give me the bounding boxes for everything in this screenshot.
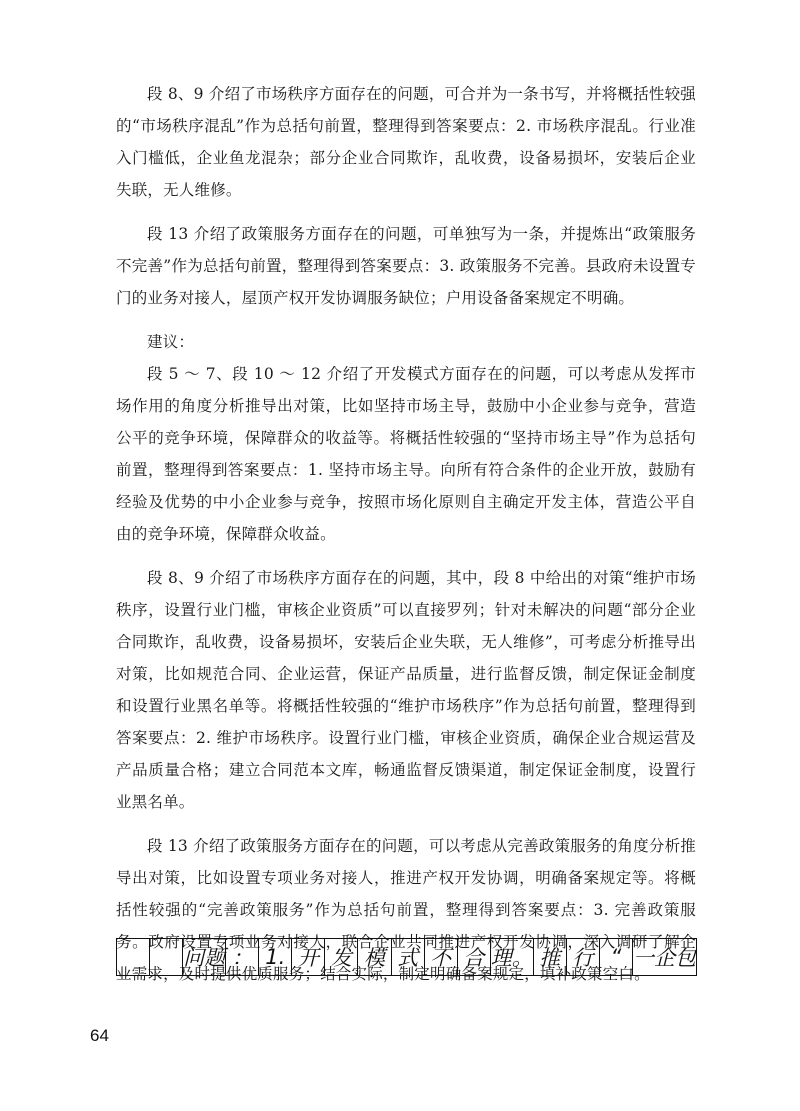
grid-cell: 1 . <box>259 939 292 975</box>
grid-cell: 合 <box>458 939 491 975</box>
paragraph-policy-service-suggestion: 段 13 介绍了政策服务方面存在的问题，可以考虑从完善政策服务的角度分析推导出对策，比如设置专项业务对接人，推进产权开发协调，明确备案规定等。将概括性较强的“完善政策服务”作为总括句前置，整理得到答案要点：3. 完善政策服务。政府设置专项业务对接人，联合企业共同推进产权开发协调，深入调研了解企业需求，及时提供优质服务；结合实际，制定明确备案规定，填补政策空白。 <box>116 837 696 983</box>
paragraph-market-order-problem: 段 8、9 介绍了市场秩序方面存在的问题，可合并为一条书写，并将概括性较强的“市场秩序混乱”作为总括句前置，整理得到答案要点：2. 市场秩序混乱。行业准入门槛低，企业鱼龙混杂；部分企业合同欺诈，乱收费，设备易损坏，安装后企业失联，无人维修。 <box>116 85 696 199</box>
answer-grid-row <box>116 938 697 976</box>
paragraph-development-model-suggestion: 段 5 ～ 7、段 10 ～ 12 介绍了开发模式方面存在的问题，可以考虑从发挥市场作用的角度分析推导出对策，比如坚持市场主导，鼓励中小企业参与竞争，营造公平的竞争环境，保障群众的收益等。将概括性较强的“坚持市场主导”作为总括句前置，整理得到答案要点：1. 坚持市场主导。向所有符合条件的企业开放，鼓励有经验及优势的中小企业参与竞争，按照市场化原则自主确定开发主体，营造公平自由的竞争环境，保障群众收益。 <box>116 365 696 543</box>
grid-cell: 模 <box>358 939 391 975</box>
grid-cell: ： <box>226 939 259 975</box>
grid-cell: 行 <box>567 939 600 975</box>
grid-cell: 式 <box>392 939 425 975</box>
grid-cell: 推 <box>534 939 567 975</box>
grid-cell: “ <box>600 939 633 975</box>
paragraph-policy-service-problem: 段 13 介绍了政策服务方面存在的问题，可单独写为一条，并提炼出“政策服务不完善”作为总括句前置，整理得到答案要点：3. 政策服务不完善。县政府未设置专门的业务对接人，屋顶产权开发协调服务缺位；户用设备备案规定不明确。 <box>116 225 696 307</box>
grid-cell: 理 。 <box>491 939 534 975</box>
grid-cell: 一 企 包 <box>633 939 697 975</box>
document-body <box>116 78 696 1002</box>
grid-cell: 发 <box>325 939 358 975</box>
grid-cell <box>117 939 150 975</box>
section-heading-suggestions: 建议： <box>147 333 195 351</box>
paragraph-market-order-suggestion: 段 8、9 介绍了市场秩序方面存在的问题，其中，段 8 中给出的对策“维护市场秩序，设置行业门槛，审核企业资质”可以直接罗列；针对未解决的问题“部分企业合同欺诈，乱收费，设备易损坏，安装后企业失联，无人维修”，可考虑分析推导出对策，比如规范合同、企业运营，保证产品质量，进行监督反馈，制定保证金制度和设置行业黑名单等。将概括性较强的“维护市场秩序”作为总括句前置，整理得到答案要点：2. 维护市场秩序。设置行业门槛，审核企业资质，确保企业合规运营及产品质量合格；建立合同范本文库，畅通监督反馈渠道，制定保证金制度，设置行业黑名单。 <box>116 569 696 811</box>
grid-cell: 问 题 <box>183 939 226 975</box>
grid-cell: 不 <box>425 939 458 975</box>
grid-cell <box>150 939 183 975</box>
grid-cell: 开 <box>292 939 325 975</box>
page-number: 64 <box>90 1026 109 1045</box>
